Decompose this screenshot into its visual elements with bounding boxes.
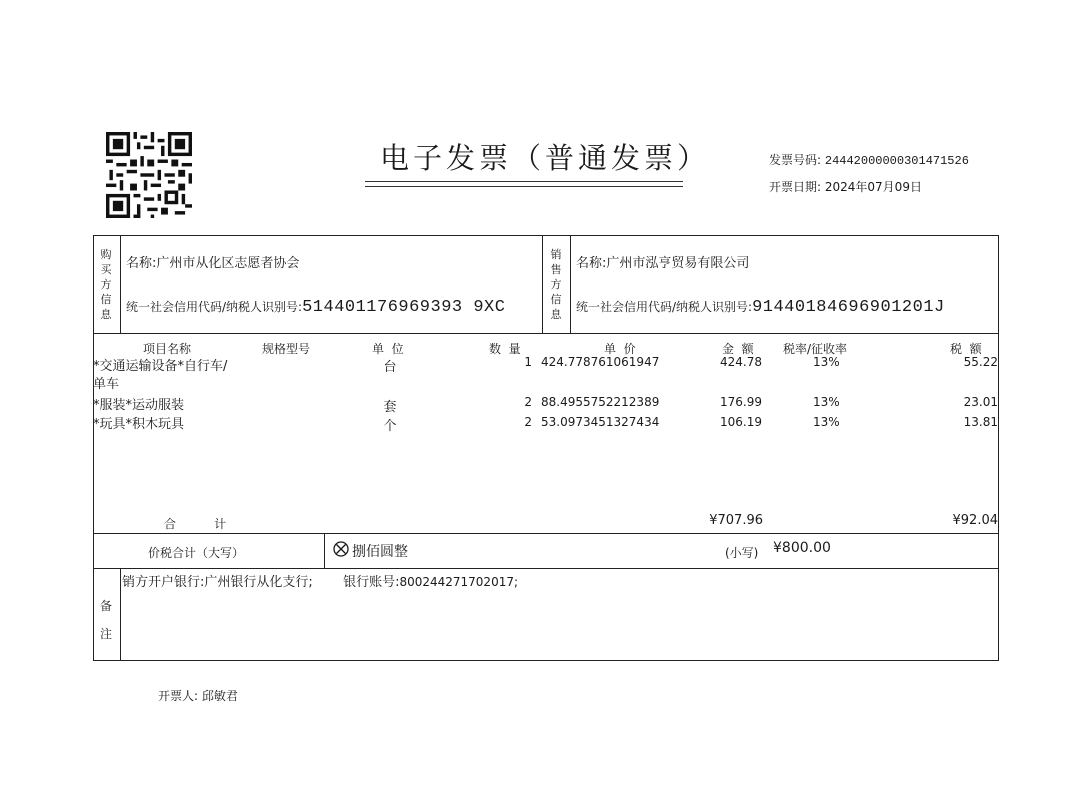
seller-name-row [576, 252, 749, 271]
divider [120, 235, 121, 333]
circle-x-icon [333, 541, 349, 557]
seller-tax-id: 91440184696901201J [752, 298, 945, 317]
title-underline [365, 181, 683, 182]
seller-section-label: 销 售 方 信 息 [550, 248, 562, 321]
item-unit: 套 [383, 400, 397, 415]
seller-tax-row [576, 296, 945, 317]
header-tax-rate: 税率/征收率 [783, 342, 848, 356]
divider [324, 533, 325, 568]
item-qty: 2 [524, 395, 532, 409]
item-amount: 106.19 [720, 415, 762, 429]
header-tax: 税 额 [950, 342, 982, 356]
item-unit: 台 [383, 360, 397, 375]
seller-name: 广州市泓亨贸易有限公司 [606, 256, 750, 271]
header-qty: 数 量 [489, 342, 521, 356]
item-amount: 176.99 [720, 395, 762, 409]
header-spec: 规格型号 [262, 342, 311, 356]
item-tax-rate: 13% [813, 355, 840, 369]
total-amount: ¥707.96 [709, 513, 763, 528]
total-label: 合 计 [164, 517, 227, 531]
title-underline [365, 186, 683, 187]
item-tax: 23.01 [963, 395, 998, 409]
divider [93, 568, 999, 569]
account-label: 银行账号: [343, 575, 400, 590]
remarks-section-label: 备 注 [100, 599, 113, 641]
item-unit-price: 53.0973451327434 [541, 415, 660, 429]
header-item-name: 项目名称 [143, 342, 192, 356]
item-name: *交通运输设备*自行车/ [93, 359, 228, 374]
item-qty: 2 [524, 415, 532, 429]
item-unit-price: 88.4955752212389 [541, 395, 660, 409]
grand-total-label: 价税合计（大写） [148, 546, 245, 560]
divider [120, 568, 121, 660]
item-qty: 1 [524, 355, 532, 369]
invoice-title: 电子发票（普通发票） [380, 141, 711, 175]
issue-date-label: 开票日期: [769, 180, 822, 194]
item-name: *服装*运动服装 [93, 398, 185, 413]
buyer-name: 广州市从化区志愿者协会 [156, 256, 300, 271]
issuer-name: 邱敏君 [201, 689, 238, 703]
issue-date-row [769, 178, 922, 195]
item-name-continued: 单车 [93, 377, 120, 392]
total-tax: ¥92.04 [952, 513, 998, 528]
item-amount: 424.78 [720, 355, 762, 369]
item-name: *玩具*积木玩具 [93, 417, 185, 432]
header-unit: 单 位 [372, 342, 404, 356]
buyer-tax-row [126, 296, 505, 317]
remarks-bank-row [122, 571, 518, 590]
buyer-tax-id: 514401176969393 9XC [302, 298, 506, 317]
buyer-tax-id-label: 统一社会信用代码/纳税人识别号: [126, 300, 303, 314]
item-tax-rate: 13% [813, 395, 840, 409]
issue-date: 2024年07月09日 [824, 180, 922, 194]
account-number: 800244271702017; [399, 575, 519, 589]
invoice-number: 24442000000301471526 [824, 154, 969, 168]
grand-total-lower: ¥800.00 [773, 540, 831, 556]
item-tax: 13.81 [963, 415, 998, 429]
issuer-row [158, 687, 238, 704]
qr-code-image [106, 132, 192, 218]
seller-tax-id-label: 统一社会信用代码/纳税人识别号: [576, 300, 753, 314]
buyer-section-label: 购 买 方 信 息 [100, 248, 112, 321]
divider [93, 533, 999, 534]
bank-name: 广州银行从化支行; [204, 575, 313, 590]
grand-total-upper: 捌佰圆整 [352, 544, 408, 560]
buyer-name-label: 名称: [126, 256, 157, 271]
buyer-name-row [126, 252, 299, 271]
seller-name-label: 名称: [576, 256, 607, 271]
bank-label: 销方开户银行: [122, 575, 205, 590]
divider [93, 333, 999, 334]
divider [570, 235, 571, 333]
divider [542, 235, 543, 333]
invoice-number-row [769, 151, 969, 168]
invoice-number-label: 发票号码: [769, 153, 822, 167]
item-unit-price: 424.778761061947 [541, 355, 660, 369]
header-amount: 金 额 [722, 342, 754, 356]
item-tax-rate: 13% [813, 415, 840, 429]
item-tax: 55.22 [963, 355, 998, 369]
grand-total-lower-label: (小写) [725, 546, 759, 560]
issuer-label: 开票人: [158, 689, 199, 703]
header-price: 单 价 [604, 342, 636, 356]
item-unit: 个 [383, 419, 397, 434]
